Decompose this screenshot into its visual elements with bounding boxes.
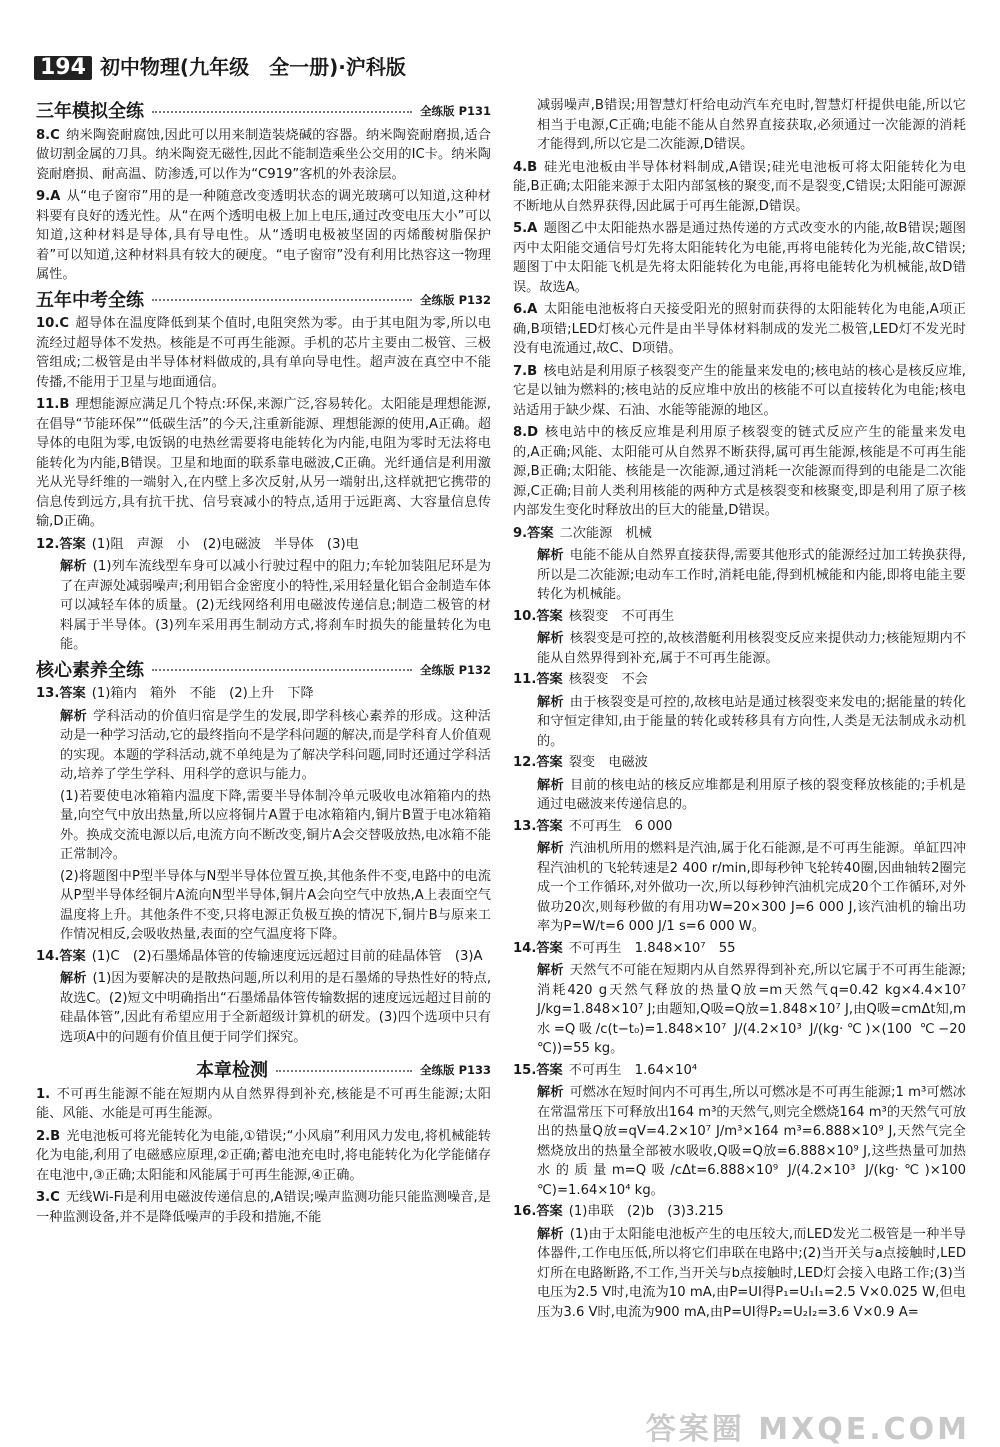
analysis-label: 解析 bbox=[537, 777, 565, 793]
analysis-text: 目前的核电站的核反应堆都是利用原子核的裂变释放核能的;手机是通过电磁波来传递信息的。 bbox=[537, 777, 966, 812]
answer-item bbox=[513, 817, 966, 837]
section-divider bbox=[276, 1070, 412, 1072]
item-number: 13.答案 bbox=[36, 686, 86, 701]
section-header bbox=[36, 661, 491, 681]
analysis-text: 可燃冰在短时间内不可再生,所以可燃冰是不可再生能源;1 m³可燃冰在常温常压下可释放出164 m³的天然气,则完全燃烧164 m³的天然气可放出的热量Q放=qV=4.2×10⁷ J/m³×164 m³=6.888×10⁹ J,天然气完全燃烧放出的热量全部被水吸收,Q吸=Q放=6.888×10⁹ J,这些热量可加热水的质量m=Q吸/cΔt=6.888×10⁹ J/(4.2×10³ J/(kg·℃)×100 ℃)=1.64×10⁴ kg。 bbox=[537, 1085, 966, 1198]
answer-item bbox=[36, 395, 491, 532]
item-number: 2.B bbox=[36, 1128, 61, 1144]
analysis bbox=[36, 557, 491, 655]
analysis-paragraph: (2)将题图中P型半导体与N型半导体位置互换,其他条件不变,电路中的电流从P型半导体经铜片A流向N型半导体,铜片A会向空气中放热,A上表面空气温度将上升。其他条件不变,只将电源正负极互换的情况下,铜片B与原来工作情况相反,会吸收热量,表面的空气温度将下降。 bbox=[60, 868, 491, 942]
answer-item bbox=[513, 362, 966, 421]
analysis-label: 解析 bbox=[60, 708, 88, 724]
analysis-paragraph: (1)若要使电冰箱箱内温度下降,需要半导体制冷单元吸收电冰箱箱内的热量,向空气中放出热量,所以应将铜片A置于电冰箱箱内,铜片B置于电冰箱箱外。换成交流电源以后,电流方向不断改变,铜片A会交替吸放热,电冰箱不能正常制冷。 bbox=[60, 788, 491, 862]
answer-item bbox=[513, 607, 966, 627]
analysis-label: 解析 bbox=[537, 1226, 564, 1242]
answer-item bbox=[36, 1085, 491, 1124]
item-answer: 不可再生 1.848×10⁷ 55 bbox=[568, 940, 736, 956]
item-text: 纳米陶瓷耐腐蚀,因此可以用来制造装烧碱的容器。纳米陶瓷耐磨损,适合做切割金属的刀具。纳米陶瓷无磁性,因此不能制造乘坐公交用的IC卡。纳米陶瓷耐磨损、耐高温、防渗透,可以作为“C919”客机的外表涂层。 bbox=[36, 127, 491, 182]
analysis bbox=[513, 839, 966, 937]
answer-item bbox=[513, 1061, 966, 1081]
section-page-ref: 全练版 P132 bbox=[420, 662, 491, 677]
analysis bbox=[513, 629, 966, 668]
item-number: 15.答案 bbox=[513, 1062, 563, 1078]
analysis-label: 解析 bbox=[60, 559, 87, 574]
section-title: 五年中考全练 bbox=[36, 289, 144, 311]
item-answer: (1)串联 (2)b (3)3.215 bbox=[568, 1204, 724, 1219]
answer-item bbox=[36, 684, 491, 704]
item-text: 不可再生能源不能在短期内从自然界得到补充,核能是不可再生能源;太阳能、风能、水能是可再生能源。 bbox=[36, 1086, 491, 1121]
item-number: 3.C bbox=[36, 1190, 60, 1205]
answer-item bbox=[36, 1127, 491, 1186]
item-text: 太阳能电池板将白天接受阳光的照射而获得的太阳能转化为电能,A项正确,B项错;LED灯核心元件是由半导体材料制成的发光二极管,LED灯不发光时没有电流通过,故C、D项错。 bbox=[513, 302, 966, 356]
analysis bbox=[513, 693, 966, 752]
chapter-test-header bbox=[36, 1061, 491, 1081]
item-text: 硅光电池板由半导体材料制成,A错误;硅光电池板可将太阳能转化为电能,B正确;太阳能来源于太阳内部氢核的聚变,而不是裂变,C错误;太阳能可源源不断地从自然界获得,因此属于可再生能源,D错误。 bbox=[513, 159, 966, 214]
section-divider bbox=[152, 111, 412, 113]
item-text: 理想能源应满足几个特点:环保,来源广泛,容易转化。太阳能是理想能源,在倡导“节能环保”“低碳生活”的今天,注重新能源、理想能源的使用,A正确。超导体的电阻为零,电饭锅的电热丝需要将电能转化为内能,电阻为零时无法将电能转化为内能,B错误。卫星和地面的联系靠电磁波,C正确。光纤通信是利用激光从光导纤维的一端射入,在内壁上多次反射,从另一端射出,这样就把它携带的信息传到远方,具有抗干扰、信号衰减小的特点,适用于远距离、大容量信息传输,D正确。 bbox=[36, 397, 491, 529]
analysis-label: 解析 bbox=[537, 963, 564, 978]
analysis-text: 核裂变是可控的,故核潜艇利用核裂变反应来提供动力;核能短期内不能从自然界得到补充,属于不可再生能源。 bbox=[537, 631, 966, 666]
item-number: 8.D bbox=[513, 425, 539, 440]
book-title: 初中物理(九年级 全一册)·沪科版 bbox=[99, 55, 406, 80]
item-answer: (1)C (2)石墨烯晶体管的传输速度远远超过目前的硅晶体管 (3)A bbox=[91, 948, 483, 964]
right-column bbox=[513, 96, 966, 1391]
analysis-text: 天然气不可能在短期内从自然界得到补充,所以它属于不可再生能源;消耗420 g天然气释放的热量Q放=m天然气q=0.42 kg×4.4×10⁷ J/kg=1.848×10⁷ J;由题知,Q吸=Q放=1.848×10⁷ J,由Q吸=cmΔt知,m水=Q吸/c(t−t₀)=1.848×10⁷ J/(4.2×10³ J/(kg·℃)×(100 ℃−20 ℃))=55 kg。 bbox=[537, 963, 966, 1056]
item-number: 14.答案 bbox=[36, 948, 86, 964]
analysis-text: (1)列车流线型车身可以减小行驶过程中的阻力;车轮加装阻尼环是为了在声源处减弱噪声;利用铝合金密度小的特性,采用轻量化铝合金制造车体可以减轻车体的质量。(2)无线网络利用电磁波传递信息;制造二极管的材料属于半导体。(3)列车采用再生制动方式,将刹车时损失的能量转化为电能。 bbox=[60, 559, 491, 652]
item-answer: (1)箱内 箱外 不能 (2)上升 下降 bbox=[91, 686, 314, 701]
answer-item bbox=[513, 158, 966, 217]
item-number: 12.答案 bbox=[36, 536, 86, 552]
section-page-ref: 全练版 P133 bbox=[420, 1063, 491, 1077]
item-number: 8.C bbox=[36, 127, 60, 143]
item-number: 6.A bbox=[513, 302, 538, 317]
item-answer: 裂变 电磁波 bbox=[568, 755, 648, 770]
item-text: 从“电子窗帘”用的是一种随意改变透明状态的调光玻璃可以知道,这种材料要有良好的透光性。从“在两个透明电极上加上电压,通过改变电压大小”可以知道,这种材料是导体,具有导电性。从“透明电极被坚固的丙烯酸树脂保护着”可以知道,这种材料具有较大的硬度。“电子窗帘”没有利用比热容这一物理属性。 bbox=[36, 189, 491, 282]
left-column bbox=[36, 96, 491, 1391]
analysis-label: 解析 bbox=[537, 631, 564, 646]
analysis-text: 由于核裂变是可控的,故核电站是通过核裂变来发电的;据能量的转化和守恒定律知,由于能量的转化或转移具有方向性,人类是无法制成永动机的。 bbox=[537, 694, 966, 749]
section-header bbox=[36, 291, 491, 311]
item-number: 4.B bbox=[513, 159, 538, 175]
watermark: 答案圈 MXQE.COM bbox=[645, 1411, 970, 1447]
item-answer: 不可再生 6 000 bbox=[568, 818, 673, 834]
analysis-text: (1)由于太阳能电池板产生的电压较大,而LED发光二极管是一种半导体器件,工作电压低,所以将它们串联在电路中;(2)当开关与a点接触时,LED灯所在电路断路,不工作,当开关与b点接触时,LED灯会接入电路工作;(3)当电压为2.5 V时,电流为10 mA,由P=UI得P₁=U₁I₁=2.5 V×0.025 W,但电压为3.6 V时,电流为900 mA,由P=UI得P₂=U₂I₂=3.6 V×0.9 A= bbox=[537, 1226, 966, 1320]
analysis-label: 解析 bbox=[537, 841, 564, 856]
analysis-text: (1)因为要解决的是散热问题,所以利用的是石墨烯的导热性好的特点,故选C。(2)短文中明确指出“石墨烯晶体管传输数据的速度远远超过目前的硅晶体管”,因此有希望应用于全新超级计算机的研发。(3)四个选项中只有选项A中的问题有价值且便于同学们探究。 bbox=[60, 971, 491, 1045]
answer-item bbox=[513, 219, 966, 297]
item-text: 无线Wi-Fi是利用电磁波传递信息的,A错误;噪声监测功能只能监测噪音,是一种监测设备,并不是降低噪声的手段和措施,不能 bbox=[36, 1190, 491, 1225]
item-number: 10.C bbox=[36, 316, 70, 331]
answer-item bbox=[36, 187, 491, 285]
analysis-label: 解析 bbox=[537, 694, 564, 710]
item-number: 7.B bbox=[513, 363, 538, 379]
item-answer: 不可再生 1.64×10⁴ bbox=[568, 1062, 698, 1078]
analysis-text: 电能不能从自然界直接获得,需要其他形式的能源经过加工转换获得,所以是二次能源;电动车工作时,消耗电能,得到机械能和内能,即将电能主要转化为机械能。 bbox=[537, 548, 966, 602]
item-number: 5.A bbox=[513, 221, 538, 236]
item-text: 题图乙中太阳能热水器是通过热传递的方式改变水的内能,故B错误;题图丙中太阳能交通信号灯先将太阳能转化为电能,再将电能转化为光能,故C错误;题图丁中太阳能飞机是先将太阳能转化为电能,再将电能转化为机械能,故D错误。故选A。 bbox=[513, 221, 966, 295]
analysis-label: 解析 bbox=[60, 971, 87, 986]
item-number: 1. bbox=[36, 1086, 51, 1102]
analysis-text: 学科活动的价值归宿是学生的发展,即学科核心素养的形成。这种活动是一种学习活动,它的最终指向不是学科问题的解决,而是学科育人价值观的实现。本题的学科活动,就不单纯是为了解决学科问题,同时还通过学科活动,培养了学生学科、用科学的意识与能力。 bbox=[60, 708, 491, 782]
answer-item bbox=[36, 126, 491, 185]
continued-text: 减弱噪声,B错误;用智慧灯杆给电动汽车充电时,智慧灯杆提供电能,所以它相当于电源,C正确;电能不能从自然界直接获取,必须通过一次能源的消耗才能得到,所以它是二次能源,D错误。 bbox=[537, 98, 966, 152]
item-number: 16.答案 bbox=[513, 1204, 563, 1219]
page-number: 194 bbox=[34, 56, 92, 80]
item-number: 9.答案 bbox=[513, 525, 554, 541]
analysis bbox=[513, 1083, 966, 1200]
analysis-text: 汽油机所用的燃料是汽油,属于化石能源,是不可再生能源。单缸四冲程汽油机的飞轮转速是2 400 r/min,即每秒钟飞轮转40圈,因曲轴转2圈完成一个工作循环,对外做功一次,所以每秒钟汽油机完成20个工作循环,对外做功20次,则每秒做的有用功W=20×300 J=6 000 J,该汽油机的输出功率为P=W/t=6 000 J/1 s=6 000 W。 bbox=[537, 841, 966, 934]
answer-item bbox=[513, 939, 966, 959]
page-header bbox=[34, 50, 406, 86]
section-title: 核心素养全练 bbox=[36, 659, 144, 681]
item-number: 13.答案 bbox=[513, 818, 563, 834]
item-text: 超导体在温度降低到某个值时,电阻突然为零。由于其电阻为零,所以电流经过超导体不发热。核能是不可再生能源。手机的芯片主要由二极管、三极管组成;二极管是由半导体材料做成的,具有单向导电性。超声波在真空中不能传播,不能用于卫星与地面通信。 bbox=[36, 316, 491, 390]
analysis bbox=[513, 776, 966, 815]
item-number: 14.答案 bbox=[513, 940, 563, 956]
answer-item bbox=[36, 1188, 491, 1227]
item-answer: (1)阻 声源 小 (2)电磁波 半导体 (3)电 bbox=[91, 536, 359, 552]
answer-item bbox=[513, 1202, 966, 1222]
section-page-ref: 全练版 P132 bbox=[420, 292, 491, 307]
item-answer: 核裂变 不会 bbox=[568, 672, 648, 687]
answer-item bbox=[513, 670, 966, 690]
answer-item bbox=[513, 753, 966, 773]
item-number: 10.答案 bbox=[513, 608, 563, 624]
item-number: 11.B bbox=[36, 397, 70, 412]
section-divider bbox=[152, 299, 412, 301]
analysis bbox=[513, 546, 966, 605]
section-header bbox=[36, 102, 491, 122]
item-number: 11.答案 bbox=[513, 672, 563, 687]
analysis bbox=[36, 969, 491, 1047]
analysis bbox=[36, 707, 491, 785]
analysis-label: 解析 bbox=[537, 1085, 564, 1100]
section-page-ref: 全练版 P131 bbox=[420, 104, 491, 118]
answer-item bbox=[513, 423, 966, 521]
answer-item bbox=[36, 535, 491, 555]
item-number: 12.答案 bbox=[513, 755, 563, 770]
item-text: 光电池板可将光能转化为电能,①错误;“小风扇”利用风力发电,将机械能转化为电能,利用了电磁感应原理,②正确;蓄电池充电时,将电能转化为化学能储存在电池中,③正确;太阳能和风能属于可再生能源,④正确。 bbox=[36, 1128, 491, 1183]
section-title: 三年模拟全练 bbox=[36, 101, 144, 122]
analysis-label: 解析 bbox=[537, 548, 564, 563]
item-answer: 二次能源 机械 bbox=[559, 525, 652, 541]
analysis bbox=[513, 1225, 966, 1323]
answer-item bbox=[513, 524, 966, 544]
answer-item bbox=[36, 947, 491, 967]
item-answer: 核裂变 不可再生 bbox=[568, 608, 675, 624]
section-title: 本章检测 bbox=[196, 1060, 268, 1081]
analysis bbox=[513, 961, 966, 1059]
answer-item bbox=[513, 300, 966, 359]
item-number: 9.A bbox=[36, 189, 61, 204]
item-text: 核电站中的核反应堆是利用原子核裂变的链式反应产生的能量来发电的,A正确;风能、太阳能可从自然界不断获得,属可再生能源,核能是不可再生能源,B正确;太阳能、核能是一次能源,通过消耗一次能源而得到的电能是二次能源,C正确;目前人类利用核能的两种方式是核裂变和核聚变,即是利用了原子核内部发生变化时释放出的巨大的能量,D错误。 bbox=[513, 425, 966, 518]
item-text: 核电站是利用原子核裂变产生的能量来发电的;核电站的核心是核反应堆,它是以铀为燃料的;核电站的反应堆中放出的核能不可以直接转化为电能;核电站适用于缺少煤、石油、水能等能源的地区。 bbox=[513, 363, 966, 418]
section-divider bbox=[152, 669, 412, 671]
answer-item bbox=[36, 314, 491, 392]
